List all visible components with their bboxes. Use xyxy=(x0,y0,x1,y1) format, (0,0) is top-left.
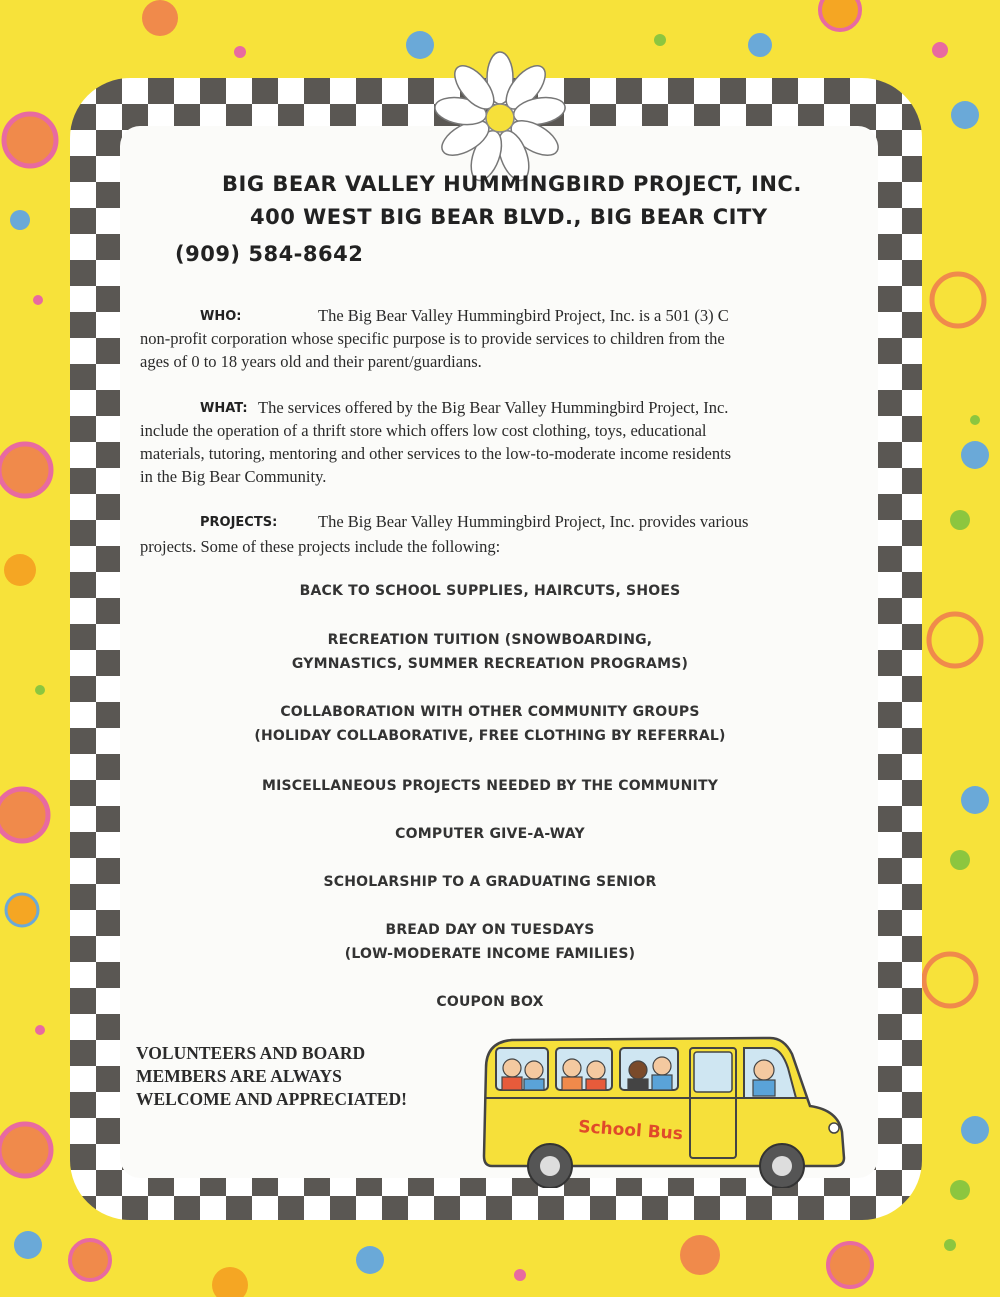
project-item xyxy=(140,918,840,966)
closing-line-3: WELCOME AND APPRECIATED! xyxy=(136,1089,407,1109)
closing-line-2: MEMBERS ARE ALWAYS xyxy=(136,1066,342,1086)
project-item-line-1: BREAD DAY ON TUESDAYS xyxy=(385,922,595,938)
project-item-line-1: SCHOLARSHIP TO A GRADUATING SENIOR xyxy=(323,874,657,890)
project-item-line-1: COLLABORATION WITH OTHER COMMUNITY GROUPS xyxy=(280,704,700,720)
daisy-flower-icon xyxy=(430,48,570,188)
who-label: WHO: xyxy=(200,309,242,324)
project-item-line-2: (HOLIDAY COLLABORATIVE, FREE CLOTHING BY REFERRAL) xyxy=(254,728,726,744)
project-item-line-1: MISCELLANEOUS PROJECTS NEEDED BY THE COMMUNITY xyxy=(261,778,719,794)
project-item-line-2: (LOW-MODERATE INCOME FAMILIES) xyxy=(344,946,636,962)
org-address: 400 WEST BIG BEAR BLVD., BIG BEAR CITY xyxy=(250,205,768,229)
what-line-2: include the operation of a thrift store which offers low cost clothing, toys, educational xyxy=(140,421,707,440)
org-phone: (909) 584-8642 xyxy=(175,242,364,266)
what-line-1: The services offered by the Big Bear Valley Hummingbird Project, Inc. xyxy=(258,398,729,417)
what-line-3: materials, tutoring, mentoring and other services to the low-to-moderate income residents xyxy=(140,444,732,463)
closing-message xyxy=(136,1042,407,1111)
project-item-line-1: COUPON BOX xyxy=(436,994,544,1010)
project-item-line-1: BACK TO SCHOOL SUPPLIES, HAIRCUTS, SHOES xyxy=(299,583,681,599)
what-label: WHAT: xyxy=(200,401,248,416)
what-line-4: in the Big Bear Community. xyxy=(140,467,327,486)
project-item xyxy=(140,870,840,894)
project-item xyxy=(140,628,840,676)
project-item-line-2: GYMNASTICS, SUMMER RECREATION PROGRAMS) xyxy=(291,656,689,672)
bus-sign: School Bus xyxy=(577,1117,684,1145)
project-item-line-1: COMPUTER GIVE-A-WAY xyxy=(395,826,585,842)
who-line-2: non-profit corporation whose specific purpose is to provide services to children from the xyxy=(140,329,725,348)
projects-line-1: The Big Bear Valley Hummingbird Project, Inc. provides various xyxy=(318,512,749,531)
project-item-line-1: RECREATION TUITION (SNOWBOARDING, xyxy=(327,632,653,648)
project-item xyxy=(140,822,840,846)
project-item xyxy=(140,774,840,798)
closing-line-1: VOLUNTEERS AND BOARD xyxy=(136,1043,366,1063)
org-name: BIG BEAR VALLEY HUMMINGBIRD PROJECT, INC. xyxy=(222,172,802,196)
project-item xyxy=(140,700,840,748)
who-line-3: ages of 0 to 18 years old and their parent/guardians. xyxy=(140,352,482,371)
projects-label: PROJECTS: xyxy=(200,515,278,530)
projects-line-2: projects. Some of these projects include the following: xyxy=(140,537,501,556)
who-line-1: The Big Bear Valley Hummingbird Project, Inc. is a 501 (3) C xyxy=(318,306,729,325)
school-bus-icon xyxy=(478,1028,858,1188)
project-item xyxy=(140,579,840,603)
project-item xyxy=(140,990,840,1014)
